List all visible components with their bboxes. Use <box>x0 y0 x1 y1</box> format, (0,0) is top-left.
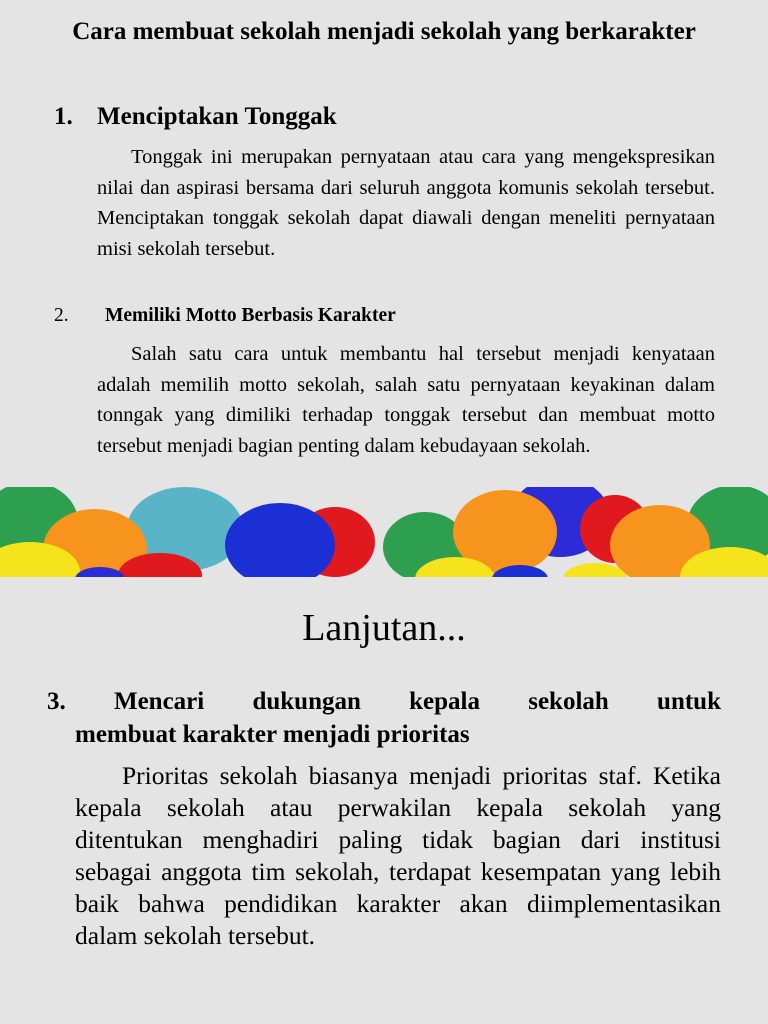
item-1-paragraph-text: Tonggak ini merupakan pernyataan atau cara yang mengekspresikan nilai dan aspirasi bersama dari seluruh anggota komunis sekolah tersebut. Menciptakan tonggak sekolah dapat diawali dengan meneliti pernyataan misi sekolah tersebut. <box>97 146 715 260</box>
item-2-paragraph-text: Salah satu cara untuk membantu hal tersebut menjadi kenyataan adalah memilih motto sekolah, salah satu pernyataan keyakinan dalam tonngak yang dimiliki terhadap tonggak tersebut dan membuat motto tersebut menjadi bagian penting dalam kebudayaan sekolah. <box>97 343 715 457</box>
item-2-heading <box>54 302 396 330</box>
item-3-heading-line-1 <box>47 685 721 718</box>
slide-2 <box>0 577 768 1024</box>
item-1-heading-text: Menciptakan Tonggak <box>97 103 337 130</box>
item-1-heading <box>54 101 337 133</box>
heading-word: Mencari <box>113 688 205 715</box>
item-2-heading-text: Memiliki Motto Berbasis Karakter <box>105 305 396 326</box>
item-2-paragraph <box>97 339 715 461</box>
item-3-number: 3. <box>47 688 66 715</box>
item-1-paragraph <box>97 142 715 264</box>
heading-word: sekolah <box>528 688 609 715</box>
item-3-paragraph-text: Prioritas sekolah biasanya menjadi prioritas staf. Ketika kepala sekolah atau perwakilan kepala sekolah yang ditentukan menghadiri paling tidak bagian dari institusi sebagai anggota tim sekolah, terdapat kesempatan yang lebih baik bahwa pendidikan karakter akan diimplementasikan dalam sekolah tersebut. <box>75 761 721 950</box>
heading-word: untuk <box>657 688 721 715</box>
slide-1-title: Cara membuat sekolah menjadi sekolah yang berkarakter <box>72 18 696 45</box>
item-3-paragraph <box>75 760 721 952</box>
slide-2-title: Lanjutan... <box>302 607 466 649</box>
heading-word: kepala <box>409 688 480 715</box>
heading-word: dukungan <box>252 688 361 715</box>
item-3-heading <box>47 685 721 751</box>
item-2-number: 2. <box>54 305 69 326</box>
item-1-number: 1. <box>54 103 73 130</box>
balloon-decoration <box>0 487 768 577</box>
item-3-heading-line-2: membuat karakter menjadi prioritas <box>75 721 470 748</box>
